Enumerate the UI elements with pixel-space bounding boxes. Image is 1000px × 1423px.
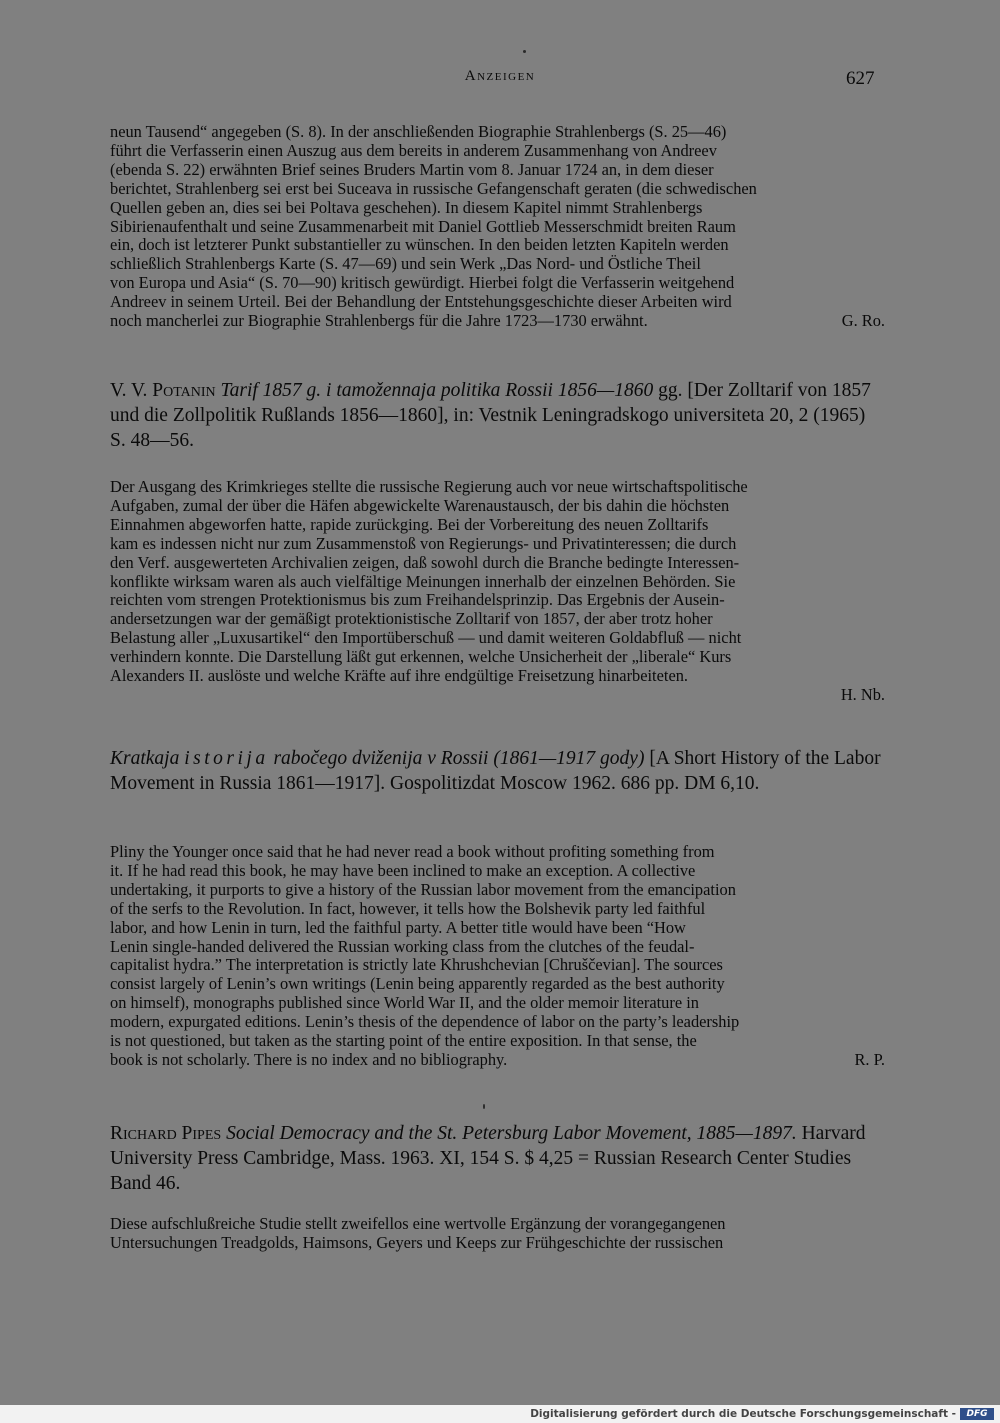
dfg-logo: DFG [960, 1408, 994, 1420]
review-strahlenberg-continuation [110, 123, 885, 331]
running-title: Anzeigen [464, 68, 536, 84]
text-line: von Europa und Asia“ (S. 70—90) kritisch gewürdigt. Hierbei folgt die Verfasserin weitgehend [110, 273, 735, 293]
text-line: berichtet, Strahlenberg sei erst bei Suceava in russische Gefangenschaft geraten (die schwedischen [110, 178, 757, 198]
text-line [110, 312, 885, 331]
text-line: Sibirienaufenthalt und seine Zusammenarbeit mit Daniel Gottlieb Messerschmidt breiten Raum [110, 216, 736, 236]
footer-bar [0, 1405, 1000, 1423]
text-line: capitalist hydra.” The interpretation is strictly late Khrushchevian [Chruščevian]. The sources [110, 955, 723, 975]
text-line: Aufgaben, zumal der über die Häfen abgewickelte Warenaustausch, der bis dahin die höchsten [110, 495, 730, 515]
text-line: Alexanders II. auslöste und welche Kräfte auf ihre endgültige Freisetzung hinarbeiteten. [110, 666, 689, 686]
text-line: Belastung aller „Luxusartikel“ den Importüberschuß — und damit weiteren Goldabfluß — nicht [110, 628, 742, 648]
text-line-content: noch mancherlei zur Biographie Strahlenbergs für die Jahre 1723—1730 erwähnt. [110, 311, 648, 331]
reviewer-signature: H. Nb. [840, 684, 885, 704]
review-labor-movement-body [110, 843, 885, 1070]
citation-title: Tarif 1857 g. i tamožennaja politika Rossii 1856—1860 [220, 380, 654, 401]
text-line: konflikte wirksam waren als auch vielfältige Meinungen innerhalb der einzelnen Behörden. Sie [110, 571, 736, 591]
citation-title: Social Democracy and the St. Petersburg Labor Movement, 1885—1897. [226, 1123, 797, 1144]
text-line: reichten vom strengen Protektionismus bis zum Freihandelsprinzip. Das Ergebnis der Ausein- [110, 590, 725, 610]
citation-details: gg. [Der Zolltarif von 1857 und die Zollpolitik Rußlands 1856—1860], in: Vestnik Leningradskogo universiteta 20, 2 (1965) S. 48—56. [110, 380, 871, 451]
citation-author: Richard Pipes [110, 1123, 222, 1144]
text-line [110, 1051, 885, 1070]
review-potanin-body [110, 478, 885, 705]
page-number: 627 [846, 68, 875, 89]
text-line: labor, and how Lenin in turn, led the faithful party. A better title would have been “How [110, 917, 686, 937]
citation-potanin [110, 378, 885, 453]
reviewer-signature: R. P. [854, 1049, 885, 1069]
text-line: Andreev in seinem Urteil. Bei der Behandlung der Entstehungsgeschichte dieser Arbeiten wird [110, 292, 732, 312]
text-line: Untersuchungen Treadgolds, Haimsons, Geyers und Keeps zur Frühgeschichte der russischen [110, 1232, 724, 1252]
text-line: Der Ausgang des Krimkrieges stellte die russische Regierung auch vor neue wirtschaftspolitische [110, 477, 748, 496]
text-line: kam es indessen nicht nur zum Zusammenstoß von Regierungs- und Privatinteressen; die durch [110, 533, 737, 553]
text-line: neun Tausend“ angegeben (S. 8). In der anschließenden Biographie Strahlenbergs (S. 25—46) [110, 122, 727, 141]
text-line: is not questioned, but taken as the starting point of the entire exposition. In that sense, the [110, 1031, 697, 1051]
text-line: it. If he had read this book, he may have been inclined to make an exception. A collective [110, 860, 696, 880]
citation-title-end: rabočego dviženija v Rossii (1861—1917 gody) [273, 748, 645, 769]
text-line: Quellen geben an, dies sei bei Poltava geschehen). In diesem Kapitel nimmt Strahlenbergs [110, 197, 703, 217]
reviewer-signature: G. Ro. [841, 311, 885, 331]
citation-details: Harvard University Press Cambridge, Mass. 1963. XI, 154 S. $ 4,25 = Russian Research Center Studies Band 46. [110, 1123, 866, 1194]
citation-title-start: Kratkaja [110, 748, 180, 769]
citation-details: [A Short History of the Labor Movement in Russia 1861—1917]. Gospolitizdat Moscow 1962. 686 pp. DM 6,10. [110, 748, 881, 794]
citation-pipes [110, 1121, 885, 1196]
scan-speck [523, 50, 526, 53]
text-line: andersetzungen war der gemäßigt protektionistische Zolltarif von 1857, der aber trotz hoher [110, 609, 713, 629]
scan-speck [483, 1104, 485, 1109]
text-line: Diese aufschlußreiche Studie stellt zweifellos eine wertvolle Ergänzung der vorangegangenen [110, 1214, 726, 1233]
text-line: ein, doch ist letzterer Punkt substantieller zu wünschen. In den beiden letzten Kapiteln werden [110, 235, 729, 255]
text-line: Einnahmen abgeworfen hatte, rapide zurückging. Bei der Vorbereitung des neuen Zolltarifs [110, 514, 709, 534]
citation-title-spaced: istorija [184, 748, 269, 769]
text-line-content: book is not scholarly. There is no index and no bibliography. [110, 1049, 508, 1069]
text-line: schließlich Strahlenbergs Karte (S. 47—69) und sein Werk „Das Nord- und Östliche Theil [110, 254, 701, 274]
funding-notice: Digitalisierung gefördert durch die Deutsche Forschungsgemeinschaft - [530, 1408, 956, 1420]
text-line: modern, expurgated editions. Lenin’s thesis of the dependence of labor on the party’s leadership [110, 1012, 740, 1032]
text-line: undertaking, it purports to give a history of the Russian labor movement from the emancipation [110, 879, 736, 899]
citation-kratkaja-istorija [110, 746, 885, 796]
text-line: of the serfs to the Revolution. In fact, however, it tells how the Bolshevik party led faithful [110, 898, 706, 918]
text-line: Pliny the Younger once said that he had never read a book without profiting something from [110, 842, 715, 861]
text-line: consist largely of Lenin’s own writings (Lenin being apparently regarded as the best authority [110, 974, 725, 994]
text-line: Lenin single-handed delivered the Russian working class from the clutches of the feudal- [110, 936, 695, 956]
text-line: führt die Verfasserin einen Auszug aus dem bereits in anderem Zusammenhang von Andreev [110, 140, 717, 160]
text-line: on himself), monographs published since World War II, and the older memoir literature in [110, 993, 699, 1013]
text-line: den Verf. ausgewerteten Archivalien zeigen, daß sowohl durch die Branche bedingte Interessen- [110, 552, 740, 572]
citation-author: V. V. Potanin [110, 380, 216, 401]
review-pipes-body [110, 1215, 885, 1253]
text-line: verhindern konnte. Die Darstellung läßt gut erkennen, welche Unsicherheit der „liberale“ Kurs [110, 647, 732, 667]
text-line: (ebenda S. 22) erwähnten Brief seines Bruders Martin vom 8. Januar 1724 an, in dem dieser [110, 159, 714, 179]
